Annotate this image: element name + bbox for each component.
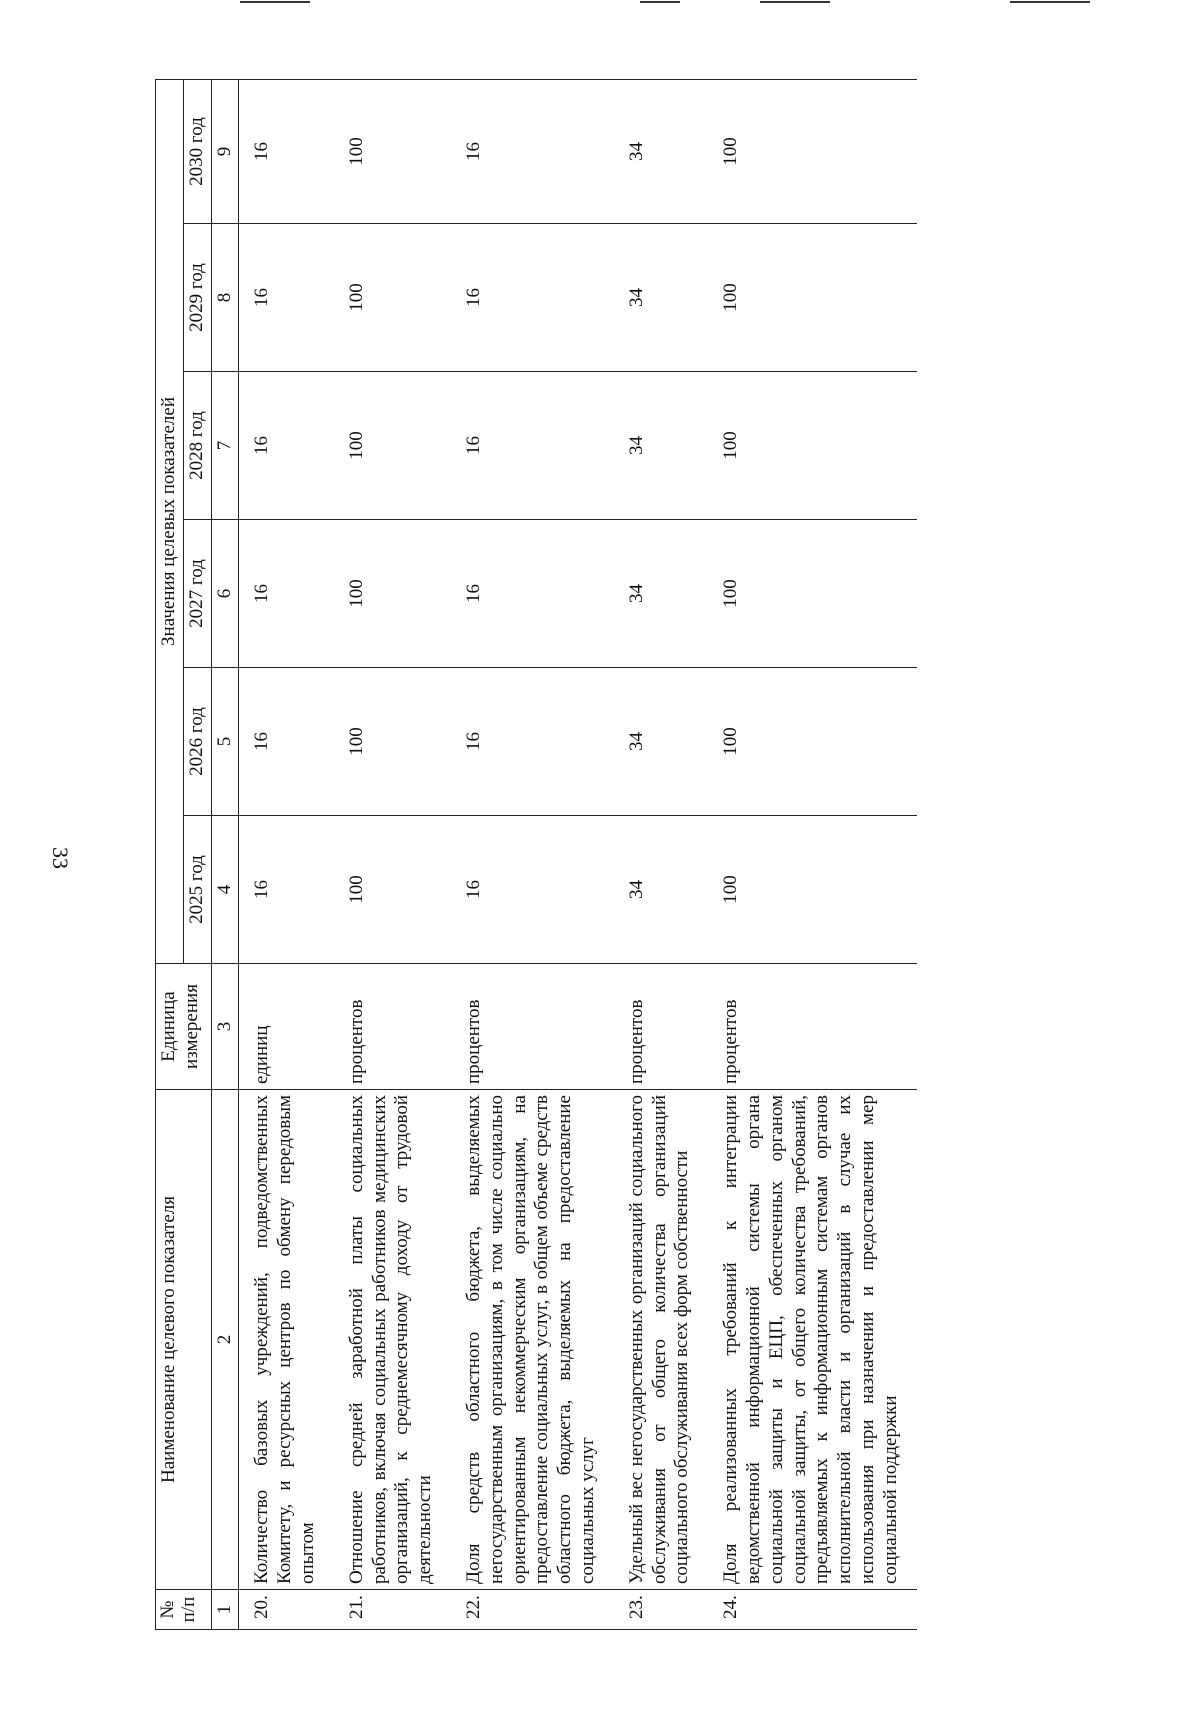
value-2025: 34 bbox=[614, 816, 708, 964]
value-2026: 100 bbox=[708, 668, 916, 816]
header-unit: Единица измерения bbox=[156, 964, 212, 1090]
row-number: 21. bbox=[334, 1590, 451, 1630]
column-number: 7 bbox=[211, 372, 239, 520]
target-indicators-table bbox=[155, 79, 917, 1630]
value-2030: 16 bbox=[239, 79, 334, 223]
header-target-values: Значения целевых показателей bbox=[156, 79, 184, 963]
indicator-unit: единиц bbox=[239, 964, 334, 1090]
column-numbers-row bbox=[211, 79, 239, 1629]
indicator-unit: процентов bbox=[708, 964, 916, 1090]
header-year: 2026 год bbox=[183, 668, 211, 816]
value-2028: 16 bbox=[451, 372, 614, 520]
column-number: 8 bbox=[211, 224, 239, 372]
scan-edge-mark bbox=[760, 1, 830, 3]
indicator-name: Количество базовых учреждений, подведомственных Комитету, и ресурсных центров по обмену передовым опытом bbox=[239, 1090, 334, 1590]
value-2029: 16 bbox=[239, 224, 334, 372]
indicator-unit: процентов bbox=[451, 964, 614, 1090]
value-2025: 100 bbox=[708, 816, 916, 964]
value-2028: 100 bbox=[708, 372, 916, 520]
value-2027: 16 bbox=[239, 520, 334, 668]
value-2026: 16 bbox=[451, 668, 614, 816]
header-indicator-name: Наименование целевого показателя bbox=[156, 1090, 212, 1590]
table-row bbox=[614, 79, 708, 1629]
header-year: 2030 год bbox=[183, 79, 211, 223]
row-number: 20. bbox=[239, 1590, 334, 1630]
value-2028: 34 bbox=[614, 372, 708, 520]
value-2029: 34 bbox=[614, 224, 708, 372]
value-2030: 100 bbox=[708, 79, 916, 223]
value-2028: 16 bbox=[239, 372, 334, 520]
rotated-page-content bbox=[155, 80, 1055, 1630]
column-number: 5 bbox=[211, 668, 239, 816]
indicator-name: Удельный вес негосударственных организаций социального обслуживания от общего количества организаций социального обслуживания всех форм собственности bbox=[614, 1090, 708, 1590]
table-row bbox=[334, 79, 451, 1629]
value-2027: 16 bbox=[451, 520, 614, 668]
value-2028: 100 bbox=[334, 372, 451, 520]
scan-edge-mark bbox=[1010, 1, 1090, 3]
indicator-name: Доля средств областного бюджета, выделяемых негосударственным организациям, в том числе социально ориентированным некоммерческим организациям, на предоставление социальных услуг, в общем объеме средств областного бюджета, выделяемых на предоставление социальных услуг bbox=[451, 1090, 614, 1590]
header-year: 2027 год bbox=[183, 520, 211, 668]
column-number: 3 bbox=[211, 964, 239, 1090]
row-number: 23. bbox=[614, 1590, 708, 1630]
scan-edge-mark bbox=[240, 1, 310, 3]
indicator-unit: процентов bbox=[614, 964, 708, 1090]
value-2026: 34 bbox=[614, 668, 708, 816]
value-2027: 100 bbox=[708, 520, 916, 668]
value-2026: 100 bbox=[334, 668, 451, 816]
value-2029: 16 bbox=[451, 224, 614, 372]
indicator-name: Отношение средней заработной платы социальных работников, включая социальных работников медицинских организаций, к среднемесячному доходу от трудовой деятельности bbox=[334, 1090, 451, 1590]
column-number: 1 bbox=[211, 1590, 239, 1630]
column-number: 2 bbox=[211, 1090, 239, 1590]
indicator-unit: процентов bbox=[334, 964, 451, 1090]
value-2025: 100 bbox=[334, 816, 451, 964]
page-number: 33 bbox=[48, 847, 73, 869]
value-2025: 16 bbox=[451, 816, 614, 964]
header-row bbox=[156, 79, 184, 1629]
row-number: 22. bbox=[451, 1590, 614, 1630]
value-2027: 34 bbox=[614, 520, 708, 668]
header-num: № п/п bbox=[156, 1590, 212, 1630]
header-year: 2028 год bbox=[183, 372, 211, 520]
indicator-name: Доля реализованных требований к интеграции ведомственной информационной системы органа социальной защиты и ЕЦП, обеспеченных органом социальной защиты, от общего количества требований, предъявляемых к информационным системам органов исполнительной власти и организаций в случае их использования при назначении и предоставлении мер социальной поддержки bbox=[708, 1090, 916, 1590]
scan-edge-mark bbox=[640, 1, 680, 3]
column-number: 6 bbox=[211, 520, 239, 668]
table-row bbox=[708, 79, 916, 1629]
value-2029: 100 bbox=[708, 224, 916, 372]
value-2029: 100 bbox=[334, 224, 451, 372]
column-number: 9 bbox=[211, 79, 239, 223]
value-2025: 16 bbox=[239, 816, 334, 964]
table-row bbox=[239, 79, 334, 1629]
value-2030: 34 bbox=[614, 79, 708, 223]
table-row bbox=[451, 79, 614, 1629]
value-2027: 100 bbox=[334, 520, 451, 668]
column-number: 4 bbox=[211, 816, 239, 964]
row-number: 24. bbox=[708, 1590, 916, 1630]
value-2026: 16 bbox=[239, 668, 334, 816]
value-2030: 16 bbox=[451, 79, 614, 223]
header-year: 2029 год bbox=[183, 224, 211, 372]
value-2030: 100 bbox=[334, 79, 451, 223]
header-year: 2025 год bbox=[183, 816, 211, 964]
